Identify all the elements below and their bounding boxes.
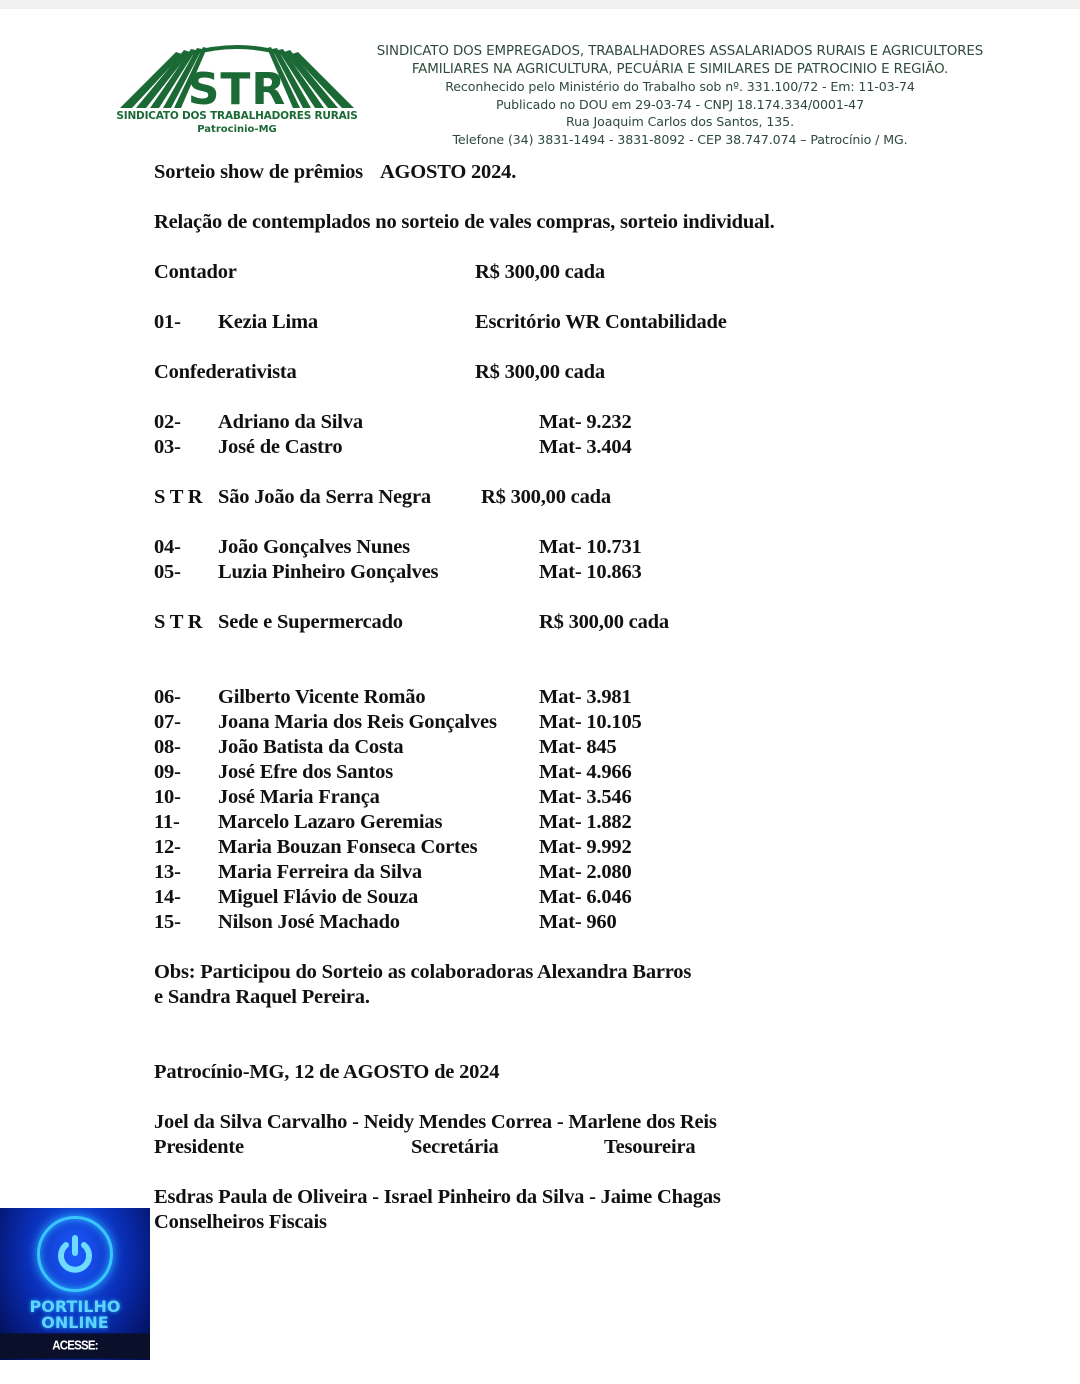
section-label-sede: Sede e Supermercado [218, 611, 403, 633]
section-prefix: S T R [154, 611, 203, 633]
winner-name: João Gonçalves Nunes [218, 536, 410, 558]
logo-acronym: STR [187, 64, 287, 115]
winner-mat: Mat- 10.105 [539, 711, 642, 733]
winner-mat: Mat- 10.863 [539, 561, 642, 583]
section-prize: R$ 300,00 cada [475, 261, 605, 283]
winner-name: José Maria França [218, 786, 380, 808]
winner-name: José de Castro [218, 436, 343, 458]
winner-detail: Escritório WR Contabilidade [475, 311, 727, 333]
winner-name: Marcelo Lazaro Geremias [218, 811, 443, 833]
letterhead-line: SINDICATO DOS EMPREGADOS, TRABALHADORES ASSALARIADOS RURAIS E AGRICULTORES [376, 44, 984, 59]
winner-number: 11- [154, 811, 180, 833]
document-subtitle: Relação de contemplados no sorteio de vales compras, sorteio individual. [154, 211, 775, 233]
winner-mat: Mat- 3.981 [539, 686, 632, 708]
logo-name: SINDICATO DOS TRABALHADORES RURAIS [116, 110, 358, 122]
winner-name: Maria Bouzan Fonseca Cortes [218, 836, 478, 858]
section-prize: R$ 300,00 cada [475, 361, 605, 383]
winner-name: Nilson José Machado [218, 911, 400, 933]
letterhead-line: Telefone (34) 3831-1494 - 3831-8092 - CEP 38.747.074 – Patrocínio / MG. [452, 131, 908, 147]
winner-number: 03- [154, 436, 181, 458]
winner-number: 14- [154, 886, 181, 908]
winner-mat: Mat- 9.992 [539, 836, 632, 858]
winner-number: 12- [154, 836, 181, 858]
council-names: Esdras Paula de Oliveira - Israel Pinheiro da Silva - Jaime Chagas [154, 1186, 721, 1208]
letterhead-info [360, 43, 1000, 148]
winner-number: 06- [154, 686, 181, 708]
winner-mat: Mat- 3.404 [539, 436, 632, 458]
winner-mat: Mat- 4.966 [539, 761, 632, 783]
winner-mat: Mat- 10.731 [539, 536, 642, 558]
role-treasurer: Tesoureira [604, 1136, 696, 1158]
section-prize: R$ 300,00 cada [539, 611, 669, 633]
title-text: Sorteio show de prêmios [154, 161, 363, 183]
winner-number: 01- [154, 311, 181, 333]
obs-line-2: e Sandra Raquel Pereira. [154, 986, 370, 1008]
section-label-confederativista: Confederativista [154, 361, 297, 383]
winner-name: Kezia Lima [218, 311, 318, 333]
title-period: AGOSTO 2024. [379, 161, 517, 183]
badge-line-1: PORTILHO [29, 1297, 121, 1316]
section-prefix: S T R [154, 486, 203, 508]
winner-mat: Mat- 1.882 [539, 811, 632, 833]
power-icon [50, 1229, 100, 1279]
winner-mat: Mat- 845 [539, 736, 617, 758]
furrow-arcs-icon [112, 40, 362, 115]
winner-number: 04- [154, 536, 181, 558]
logo-city: Patrocinio-MG [197, 124, 277, 135]
badge-line-2: ONLINE [41, 1313, 109, 1332]
winner-mat: Mat- 2.080 [539, 861, 632, 883]
date-line: Patrocínio-MG, 12 de AGOSTO de 2024 [154, 1061, 500, 1083]
council-role: Conselheiros Fiscais [154, 1211, 327, 1233]
winner-mat: Mat- 6.046 [539, 886, 632, 908]
top-bar [0, 0, 1080, 9]
winner-mat: Mat- 3.546 [539, 786, 632, 808]
winner-number: 02- [154, 411, 181, 433]
role-president: Presidente [154, 1136, 244, 1158]
portilho-online-badge [0, 1208, 150, 1379]
letterhead-line: FAMILIARES NA AGRICULTURA, PECUÁRIA E SIMILARES DE PATROCINIO E REGIÃO. [411, 61, 949, 77]
winner-name: José Efre dos Santos [218, 761, 394, 783]
winner-name: Maria Ferreira da Silva [218, 861, 422, 883]
winner-number: 08- [154, 736, 181, 758]
winner-name: Luzia Pinheiro Gonçalves [218, 561, 439, 583]
winner-number: 13- [154, 861, 181, 883]
winner-number: 10- [154, 786, 181, 808]
obs-line-1: Obs: Participou do Sorteio as colaboradoras Alexandra Barros [154, 961, 692, 983]
winner-name: Joana Maria dos Reis Gonçalves [218, 711, 497, 733]
board-names: Joel da Silva Carvalho - Neidy Mendes Correa - Marlene dos Reis [154, 1111, 717, 1133]
winner-name: Adriano da Silva [218, 411, 363, 433]
winner-mat: Mat- 960 [539, 911, 617, 933]
winner-number: 09- [154, 761, 181, 783]
letterhead-line: Publicado no DOU em 29-03-74 - CNPJ 18.174.334/0001-47 [495, 96, 865, 112]
str-logo [112, 40, 362, 140]
winner-name: Miguel Flávio de Souza [218, 886, 419, 908]
winner-number: 15- [154, 911, 181, 933]
section-label-contador: Contador [154, 261, 237, 283]
winner-number: 05- [154, 561, 181, 583]
winner-mat: Mat- 9.232 [539, 411, 632, 433]
document-title [154, 160, 516, 185]
winner-number: 07- [154, 711, 181, 733]
letterhead-line: Reconhecido pelo Ministério do Trabalho sob nº. 331.100/72 - Em: 11-03-74 [445, 79, 915, 94]
badge-url: ACESSE: WWW.PORTILHO.ONLINE [0, 1333, 150, 1358]
winner-name: João Batista da Costa [218, 736, 404, 758]
letterhead-line: Rua Joaquim Carlos dos Santos, 135. [566, 114, 794, 129]
section-prize: R$ 300,00 cada [481, 486, 611, 508]
role-secretary: Secretária [411, 1136, 499, 1158]
winner-name: Gilberto Vicente Romão [218, 686, 426, 708]
section-label-sao-joao: São João da Serra Negra [218, 486, 431, 508]
